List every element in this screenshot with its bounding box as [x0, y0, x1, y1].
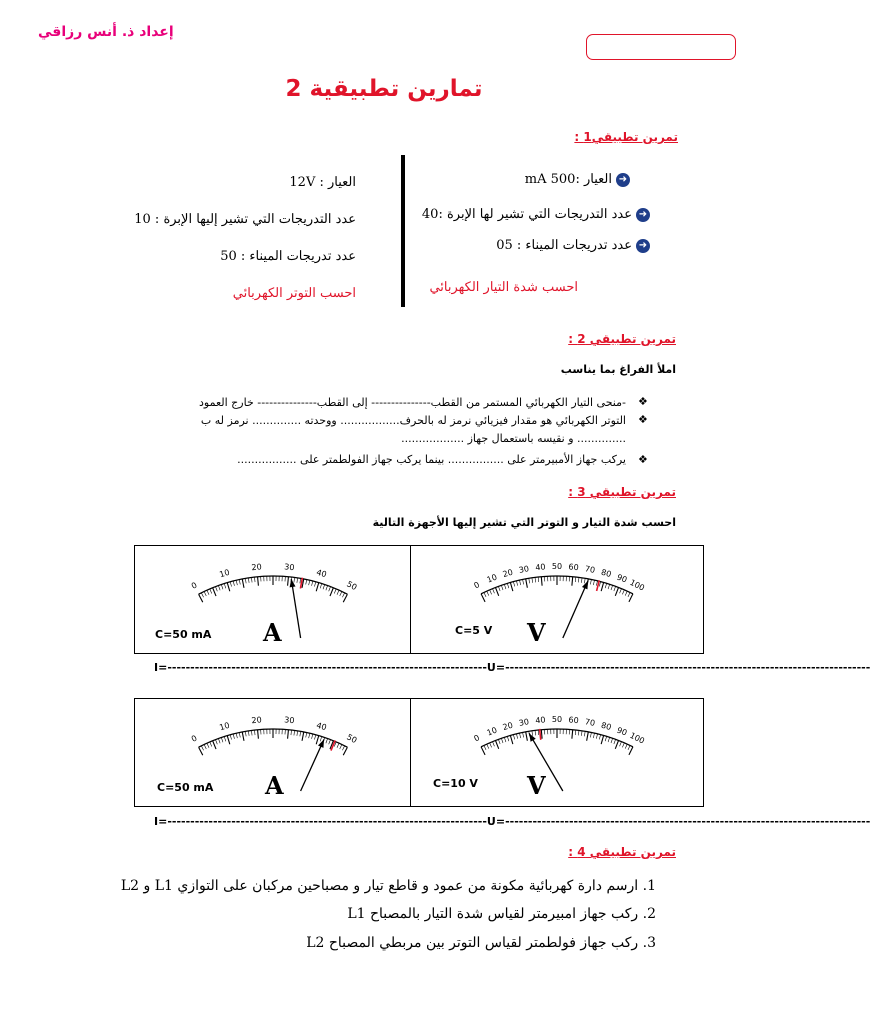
- dial-tick-label: 40: [315, 720, 328, 733]
- dial-tick: [312, 734, 313, 739]
- dial-tick: [614, 586, 616, 591]
- dial-tick: [314, 582, 315, 587]
- dial-tick: [495, 587, 498, 595]
- dial-marker: [540, 729, 541, 740]
- dial-tick: [221, 585, 223, 590]
- dial-tick: [300, 731, 301, 736]
- dial-tick-label: 10: [218, 567, 231, 580]
- dial-tick: [523, 732, 524, 737]
- dial-tick: [300, 578, 301, 583]
- dial-needle: [291, 579, 300, 638]
- dial-tick-label: 80: [600, 567, 613, 580]
- dial-tick: [493, 742, 495, 747]
- needle-arrowhead: [290, 579, 296, 587]
- dial-tick-label: 40: [534, 715, 546, 726]
- dial-tick: [605, 583, 606, 588]
- dial-tick: [329, 587, 331, 592]
- author-credit: إعداد ذ. أنس رزاقي: [38, 24, 174, 40]
- ex1-left-line3: عدد تدريجات الميناء : 50: [220, 249, 356, 264]
- dial-tick-label: 40: [315, 567, 328, 580]
- dial-tick: [251, 577, 252, 582]
- dial-tick: [207, 743, 209, 748]
- dial-tick: [297, 578, 298, 583]
- ammeter-panel-1: [134, 545, 412, 654]
- dial-tick-label: 50: [345, 732, 359, 746]
- dial-tick: [481, 594, 485, 602]
- ex1-right-task: احسب شدة التيار الكهربائي: [429, 280, 578, 295]
- dial-tick: [510, 735, 512, 744]
- dial-tick: [326, 586, 328, 591]
- dial-tick-label: 10: [485, 572, 499, 585]
- dial-tick: [245, 731, 246, 736]
- ex4-item-3: 3. ركب جهاز فولطمتر لقياس التوتر بين مربطي المصباح L2: [306, 935, 656, 951]
- dial-tick: [245, 578, 246, 583]
- dial-tick-label: 10: [485, 725, 499, 738]
- dial-tick-label: 0: [472, 733, 482, 744]
- dial-tick: [629, 747, 633, 755]
- dial-tick-label: 60: [568, 562, 580, 573]
- dial-tick: [628, 592, 630, 597]
- dial-tick-label: 30: [283, 562, 295, 573]
- dial-tick-label: 20: [251, 715, 263, 726]
- ammeter-caliber: C=50 mA: [157, 781, 214, 794]
- ex2-instruction: املأ الفراغ بما يناسب: [560, 363, 676, 376]
- dial-tick: [572, 577, 573, 586]
- dial-tick: [306, 580, 307, 585]
- dial-tick: [316, 583, 319, 592]
- dial-tick: [236, 733, 237, 738]
- dial-tick-label: 20: [501, 720, 514, 733]
- dial-tick: [343, 747, 347, 755]
- ex4-item-2: 2. ركب جهاز امبيرمتر لقياس شدة التيار بالمصباح L1: [347, 906, 656, 922]
- ammeter-panel-2: [134, 698, 412, 807]
- voltmeter-symbol: V: [527, 771, 546, 800]
- dial-tick: [227, 583, 230, 592]
- dial-tick-label: 70: [584, 564, 596, 575]
- dial-tick: [294, 577, 295, 582]
- dial-tick: [201, 593, 203, 597]
- dial-tick: [297, 731, 298, 736]
- dial-tick: [513, 735, 514, 740]
- dial-tick: [254, 577, 255, 582]
- dial-tick-label: 50: [345, 579, 359, 593]
- dial-tick: [239, 580, 240, 585]
- dial-tick: [230, 735, 231, 740]
- dial-tick: [242, 579, 244, 588]
- dial-tick: [538, 730, 539, 735]
- student-name-box[interactable]: [586, 34, 736, 60]
- dial-tick: [516, 581, 517, 586]
- dial-tick: [233, 734, 234, 739]
- page-title: تمارين تطبيقية 2: [285, 76, 483, 102]
- dial-tick: [593, 580, 594, 585]
- dial-tick: [605, 736, 606, 741]
- ex3-instruction: احسب شدة التيار و التوتر التي تشير إليها الأجهزة التالية: [372, 516, 676, 529]
- ex2-item-1: -منحى التيار الكهربائي المستمر من القطب--------------- إلى القطب--------------- خارج العمود: [199, 396, 626, 409]
- diamond-bullet-icon: ❖: [638, 453, 648, 466]
- dial-tick: [330, 588, 333, 596]
- dial-tick: [495, 740, 498, 748]
- dial-tick: [248, 578, 249, 583]
- dial-tick: [575, 577, 576, 582]
- dial-tick-label: 80: [600, 720, 613, 733]
- dial-tick: [620, 742, 622, 747]
- dial-tick: [258, 730, 259, 739]
- dial-tick: [581, 578, 582, 583]
- ex1-right-line1: ➜العيار :500 mA: [525, 172, 630, 187]
- dial-tick: [224, 584, 226, 589]
- exercise-4-heading: تمرين تطبيقي 4 :: [568, 845, 676, 859]
- dial-tick: [611, 585, 613, 590]
- dial-tick-label: 50: [551, 562, 563, 571]
- ammeter-symbol: A: [265, 771, 284, 800]
- dial-tick-label: 30: [518, 717, 530, 728]
- diamond-bullet-icon: ❖: [638, 395, 648, 408]
- dial-tick: [204, 591, 206, 596]
- dial-tick: [535, 730, 536, 735]
- dial-tick: [337, 590, 339, 595]
- needle-arrowhead: [582, 581, 588, 590]
- ammeter-caliber: C=50 mA: [155, 628, 212, 641]
- dial-tick: [504, 584, 506, 589]
- dial-tick-label: 100: [628, 730, 646, 746]
- ex2-item-3: يركب جهاز الأمبيرمتر على ................ بينما يركب جهاز الفولطمتر على .................: [237, 453, 626, 466]
- circle-arrow-icon: ➜: [636, 239, 650, 253]
- dial-tick: [484, 745, 486, 750]
- dial-tick: [615, 740, 618, 748]
- ammeter-symbol: A: [263, 618, 282, 647]
- dial-needle: [563, 581, 588, 638]
- dial-tick: [481, 747, 485, 755]
- dial-tick-label: 90: [615, 572, 629, 585]
- dial-tick: [316, 736, 319, 745]
- dial-tick: [596, 734, 597, 739]
- dial-tick: [320, 737, 322, 742]
- dial-tick: [258, 577, 259, 586]
- circle-arrow-icon: ➜: [636, 208, 650, 222]
- dial-tick: [541, 730, 542, 739]
- dial-tick-label: 10: [218, 720, 231, 733]
- dial-tick: [584, 578, 585, 583]
- dial-tick: [590, 732, 591, 737]
- dial-tick-label: 90: [615, 725, 629, 738]
- dial-tick: [216, 740, 218, 745]
- dial-tick: [343, 594, 347, 602]
- ex1-right-line3: ➜عدد تدريجات الميناء : 05: [496, 238, 650, 253]
- dial-tick: [340, 591, 342, 596]
- dial-tick: [216, 587, 218, 592]
- dial-tick: [227, 736, 230, 745]
- dial-tick: [520, 733, 521, 738]
- dial-tick: [340, 744, 342, 749]
- dial-tick: [487, 744, 489, 749]
- dial-tick: [614, 739, 616, 744]
- dial-tick: [501, 738, 503, 743]
- dial-tick: [236, 580, 237, 585]
- dial-tick: [213, 741, 216, 749]
- dial-tick: [510, 582, 512, 591]
- dial-tick: [581, 731, 582, 736]
- dial-tick: [239, 733, 240, 738]
- ex2-item-2: التوتر الكهربائي هو مقدار فيزيائي نرمز له بالحرف................. ووحدته .............. نرمز له ب: [200, 414, 626, 427]
- dial-tick: [541, 577, 542, 586]
- dial-tick: [309, 733, 310, 738]
- dial-tick: [221, 738, 223, 743]
- ex1-left-task: احسب التوتر الكهربائي: [232, 286, 356, 301]
- ex2-item-2-cont: .............. و نقيسه باستعمال جهاز ..................: [401, 432, 626, 445]
- dial-tick: [329, 740, 331, 745]
- dial-tick: [487, 591, 489, 596]
- dial-tick: [625, 591, 627, 596]
- voltmeter-caliber: C=10 V: [433, 777, 478, 790]
- dial-tick: [342, 746, 344, 750]
- exercise-2-heading: تمرين تطبيقي 2 :: [568, 332, 676, 346]
- dial-tick: [622, 743, 624, 748]
- dial-tick: [575, 730, 576, 735]
- dial-tick: [532, 578, 533, 583]
- dial-tick: [242, 732, 244, 741]
- voltmeter-caliber: C=5 V: [455, 624, 493, 637]
- dial-tick: [611, 738, 613, 743]
- dial-tick: [323, 585, 325, 590]
- dial-tick: [294, 730, 295, 735]
- dial-tick: [620, 589, 622, 594]
- ex1-left-line1: العيار : 12V: [289, 175, 356, 190]
- answer-row-1: I=----------------------------------------------------------------------U=--------------------------------------------------------------------------------: [154, 661, 870, 674]
- dial-tick: [204, 744, 206, 749]
- dial-tick: [532, 731, 533, 736]
- dial-tick: [622, 590, 624, 595]
- dial-tick: [601, 735, 603, 744]
- dial-tick: [218, 739, 220, 744]
- dial-tick-label: 20: [251, 562, 263, 573]
- dial-tick: [526, 732, 528, 741]
- dial-tick: [535, 577, 536, 582]
- dial-tick: [314, 735, 315, 740]
- dial-tick: [498, 586, 500, 591]
- dial-tick: [599, 735, 600, 740]
- dial-tick: [493, 589, 495, 594]
- diamond-bullet-icon: ❖: [638, 413, 648, 426]
- dial-tick-label: 20: [501, 567, 514, 580]
- dial-tick: [587, 732, 589, 741]
- dial-tick: [523, 579, 524, 584]
- exercise-3-heading: تمرين تطبيقي 3 :: [568, 485, 676, 499]
- ex1-left-line2: عدد التدريجات التي تشير إليها الإبرة : 10: [134, 212, 356, 227]
- dial-tick: [218, 586, 220, 591]
- dial-tick: [201, 746, 203, 750]
- dial-tick: [615, 587, 618, 595]
- dial-tick: [507, 736, 508, 741]
- dial-needle: [301, 739, 324, 791]
- dial-tick: [306, 733, 307, 738]
- dial-tick: [288, 730, 289, 739]
- dial-tick: [507, 583, 508, 588]
- dial-tick-label: 0: [472, 580, 482, 591]
- dial-tick: [248, 731, 249, 736]
- dial-tick: [578, 577, 579, 582]
- dial-tick: [584, 731, 585, 736]
- dial-tick: [210, 742, 212, 747]
- dial-tick: [578, 730, 579, 735]
- exercise-1-heading: تمرين تطبيقي1 :: [574, 130, 678, 144]
- dial-tick-label: 40: [534, 562, 546, 573]
- dial-tick-label: 30: [518, 564, 530, 575]
- dial-tick: [601, 582, 603, 591]
- dial-tick: [590, 579, 591, 584]
- dial-tick: [312, 581, 313, 586]
- voltmeter-panel-2: [410, 698, 704, 807]
- dial-tick-label: 100: [628, 577, 646, 593]
- dial-tick: [337, 743, 339, 748]
- dial-tick: [490, 743, 492, 748]
- dial-tick-label: 30: [283, 715, 295, 726]
- dial-tick: [608, 584, 610, 589]
- dial-tick: [210, 589, 212, 594]
- dial-tick: [608, 737, 610, 742]
- dial-tick: [254, 730, 255, 735]
- dial-tick: [516, 734, 517, 739]
- dial-tick-label: 0: [189, 580, 199, 591]
- dial-tick: [326, 739, 328, 744]
- voltmeter-panel-1: [410, 545, 704, 654]
- dial-tick: [233, 581, 234, 586]
- dial-tick: [302, 732, 304, 741]
- dial-tick: [526, 579, 528, 588]
- dial-tick: [288, 577, 289, 586]
- dial-tick: [199, 594, 203, 602]
- dial-tick: [498, 739, 500, 744]
- ex1-right-line2: ➜عدد التدريجات التي تشير لها الإبرة :40: [422, 207, 650, 222]
- dial-tick: [513, 582, 514, 587]
- dial-tick: [320, 584, 322, 589]
- dial-tick-label: 50: [551, 715, 563, 724]
- dial-tick: [251, 730, 252, 735]
- dial-tick: [572, 730, 573, 739]
- ex4-item-1: 1. ارسم دارة كهربائية مكونة من عمود و قاطع تيار و مصباحين مركبان على التوازي L1 و L2: [120, 878, 656, 894]
- dial-tick: [593, 733, 594, 738]
- needle-arrowhead: [318, 739, 324, 748]
- dial-tick: [213, 588, 216, 596]
- dial-tick-label: 60: [568, 715, 580, 726]
- dial-tick: [501, 585, 503, 590]
- dial-tick: [490, 590, 492, 595]
- dial-tick: [224, 737, 226, 742]
- dial-tick: [199, 747, 203, 755]
- dial-tick-label: 70: [584, 717, 596, 728]
- dial-tick: [207, 590, 209, 595]
- dial-tick-label: 0: [189, 733, 199, 744]
- dial-tick: [538, 577, 539, 582]
- dial-tick: [291, 730, 292, 735]
- dial-tick: [342, 593, 344, 597]
- dial-tick: [230, 582, 231, 587]
- dial-tick: [629, 594, 633, 602]
- column-separator: [401, 155, 405, 307]
- dial-tick: [309, 580, 310, 585]
- answer-row-2: I=----------------------------------------------------------------------U=--------------------------------------------------------------------------------: [154, 815, 870, 828]
- dial-tick: [334, 589, 336, 594]
- dial-tick: [484, 592, 486, 597]
- dial-tick: [529, 578, 530, 583]
- dial-tick: [504, 737, 506, 742]
- dial-tick: [625, 744, 627, 749]
- dial-tick: [628, 745, 630, 750]
- dial-tick: [520, 580, 521, 585]
- voltmeter-symbol: V: [527, 618, 546, 647]
- circle-arrow-icon: ➜: [616, 173, 630, 187]
